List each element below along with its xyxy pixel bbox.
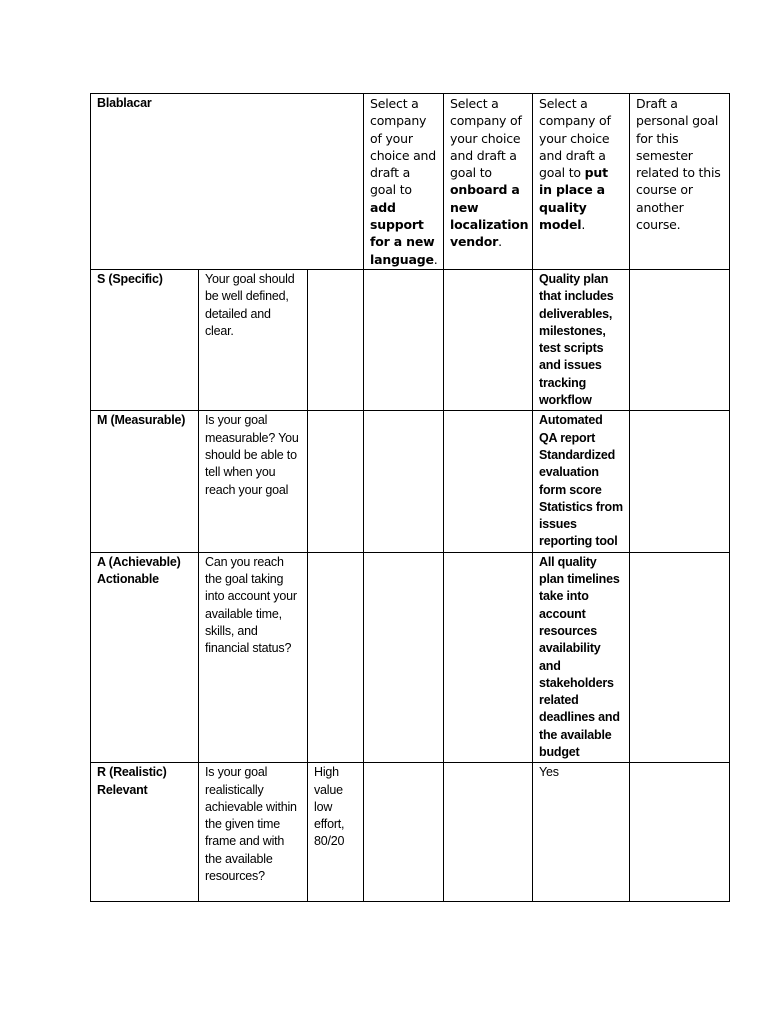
smart-goals-table <box>90 93 730 902</box>
criterion-cell: A (Achievable) Actionable <box>91 552 199 763</box>
task-prefix: Select a company of your choice and draft a goal to <box>370 96 437 198</box>
company-name-cell <box>91 94 364 270</box>
table-row <box>91 552 730 763</box>
company-name: Blablacar <box>97 96 152 110</box>
note-cell <box>308 269 364 410</box>
task-prefix: Select a company of your choice and draft a goal to <box>450 96 522 181</box>
criterion-cell: M (Measurable) <box>91 411 199 552</box>
table-row <box>91 763 730 902</box>
vendor-answer-cell <box>444 269 533 410</box>
criterion-cell: R (Realistic) Relevant <box>91 763 199 902</box>
task-suffix: . <box>433 251 438 267</box>
question-cell: Can you reach the goal taking into account your available time, skills, and financial status? <box>199 552 308 763</box>
task-personal-goal-header <box>630 94 730 270</box>
vendor-answer-cell <box>444 552 533 763</box>
quality-answer-cell: Automated QA report Standardized evaluation form score Statistics from issues reporting tool <box>533 411 630 552</box>
vendor-answer-cell <box>444 411 533 552</box>
note-cell <box>308 552 364 763</box>
language-answer-cell <box>364 269 444 410</box>
table-row <box>91 269 730 410</box>
task-add-language-header <box>364 94 444 270</box>
task-suffix: . <box>581 217 586 233</box>
personal-answer-cell <box>630 763 730 902</box>
task-suffix: . <box>498 234 502 250</box>
task-onboard-vendor-header <box>444 94 533 270</box>
task-emphasis: add support for a new language <box>370 199 435 267</box>
header-row <box>91 94 730 270</box>
note-cell <box>308 411 364 552</box>
task-text: Draft a personal goal for this semester related to this course or another course. <box>636 96 721 233</box>
question-cell: Is your goal realistically achievable within the given time frame and with the available resources? <box>199 763 308 902</box>
language-answer-cell <box>364 411 444 552</box>
personal-answer-cell <box>630 552 730 763</box>
task-quality-model-header <box>533 94 630 270</box>
note-cell: High value low effort, 80/20 <box>308 763 364 902</box>
personal-answer-cell <box>630 411 730 552</box>
task-emphasis: put in place a quality model <box>539 165 608 233</box>
language-answer-cell <box>364 763 444 902</box>
question-cell: Is your goal measurable? You should be able to tell when you reach your goal <box>199 411 308 552</box>
criterion-cell: S (Specific) <box>91 269 199 410</box>
quality-answer-cell: Yes <box>533 763 630 902</box>
table-row <box>91 411 730 552</box>
question-cell: Your goal should be well defined, detailed and clear. <box>199 269 308 410</box>
task-prefix: Select a company of your choice and draft a goal to <box>539 96 611 181</box>
quality-answer-cell: All quality plan timelines take into account resources availability and stakeholders related deadlines and the available budget <box>533 552 630 763</box>
quality-answer-cell: Quality plan that includes deliverables, milestones, test scripts and issues tracking workflow <box>533 269 630 410</box>
vendor-answer-cell <box>444 763 533 902</box>
task-emphasis: onboard a new localization vendor <box>450 182 529 250</box>
personal-answer-cell <box>630 269 730 410</box>
language-answer-cell <box>364 552 444 763</box>
